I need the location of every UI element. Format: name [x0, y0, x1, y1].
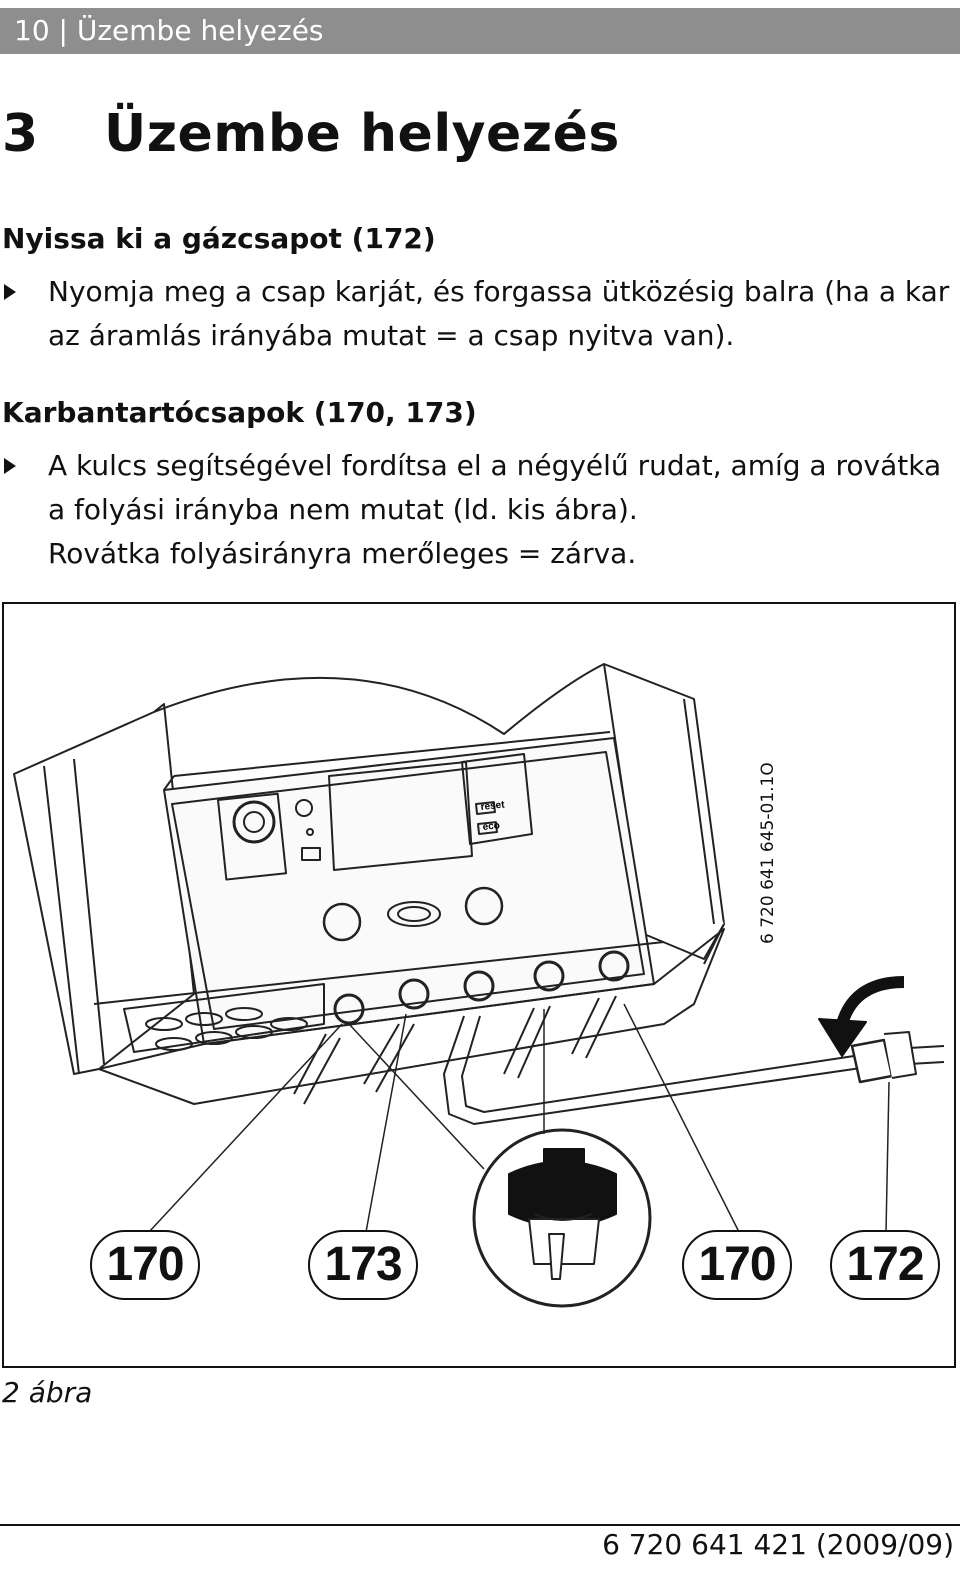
- section-heading-gas-valve: Nyissa ki a gázcsapot (172): [2, 222, 436, 255]
- gas-valve: [852, 1040, 892, 1082]
- bullet-arrow-icon: [4, 458, 16, 474]
- reset-label: reset: [480, 799, 506, 813]
- bullet-line: az áramlás irányába mutat = a csap nyitva van).: [48, 319, 735, 352]
- bullet-line: a folyási irányba nem mutat (ld. kis ábra).: [48, 493, 638, 526]
- chapter-title: [2, 104, 620, 164]
- bullet-gas-valve: [2, 270, 952, 358]
- control-panel-frame: [164, 738, 654, 1044]
- section-heading-service-valves: Karbantartócsapok (170, 173): [2, 396, 477, 429]
- footer-rule: [0, 1524, 960, 1526]
- bullet-text: [48, 270, 952, 358]
- pipe-5: [572, 996, 616, 1058]
- bullet-arrow-icon: [4, 284, 16, 300]
- rotation-arrow-icon: [842, 982, 904, 1024]
- eco-label: eco: [482, 820, 501, 833]
- running-header: [0, 8, 960, 54]
- bullet-line: A kulcs segítségével fordítsa el a négyélű rudat, amíg a rovátka: [48, 449, 942, 482]
- callout-170-right: 170: [682, 1230, 792, 1300]
- bullet-service-valves: [2, 444, 952, 576]
- chapter-number: 3: [2, 104, 39, 164]
- callout-172: 172: [830, 1230, 940, 1300]
- header-text: 10 | Üzembe helyezés: [14, 14, 324, 47]
- pipe-4: [504, 1006, 550, 1078]
- figure-caption: 2 ábra: [2, 1376, 93, 1409]
- bullet-line: Rovátka folyásirányra merőleges = zárva.: [48, 537, 637, 570]
- figure-code: 6 720 641 645-01.1O: [758, 762, 778, 944]
- footer-doc-code: 6 720 641 421 (2009/09): [602, 1528, 954, 1561]
- chapter-title-text: Üzembe helyezés: [104, 104, 620, 164]
- bullet-line: Nyomja meg a csap karját, és forgassa ütközésig balra (ha a kar: [48, 275, 950, 308]
- bullet-text: [48, 444, 952, 576]
- callout-170-left: 170: [90, 1230, 200, 1300]
- callout-173: 173: [308, 1230, 418, 1300]
- pipe-2: [364, 1024, 414, 1092]
